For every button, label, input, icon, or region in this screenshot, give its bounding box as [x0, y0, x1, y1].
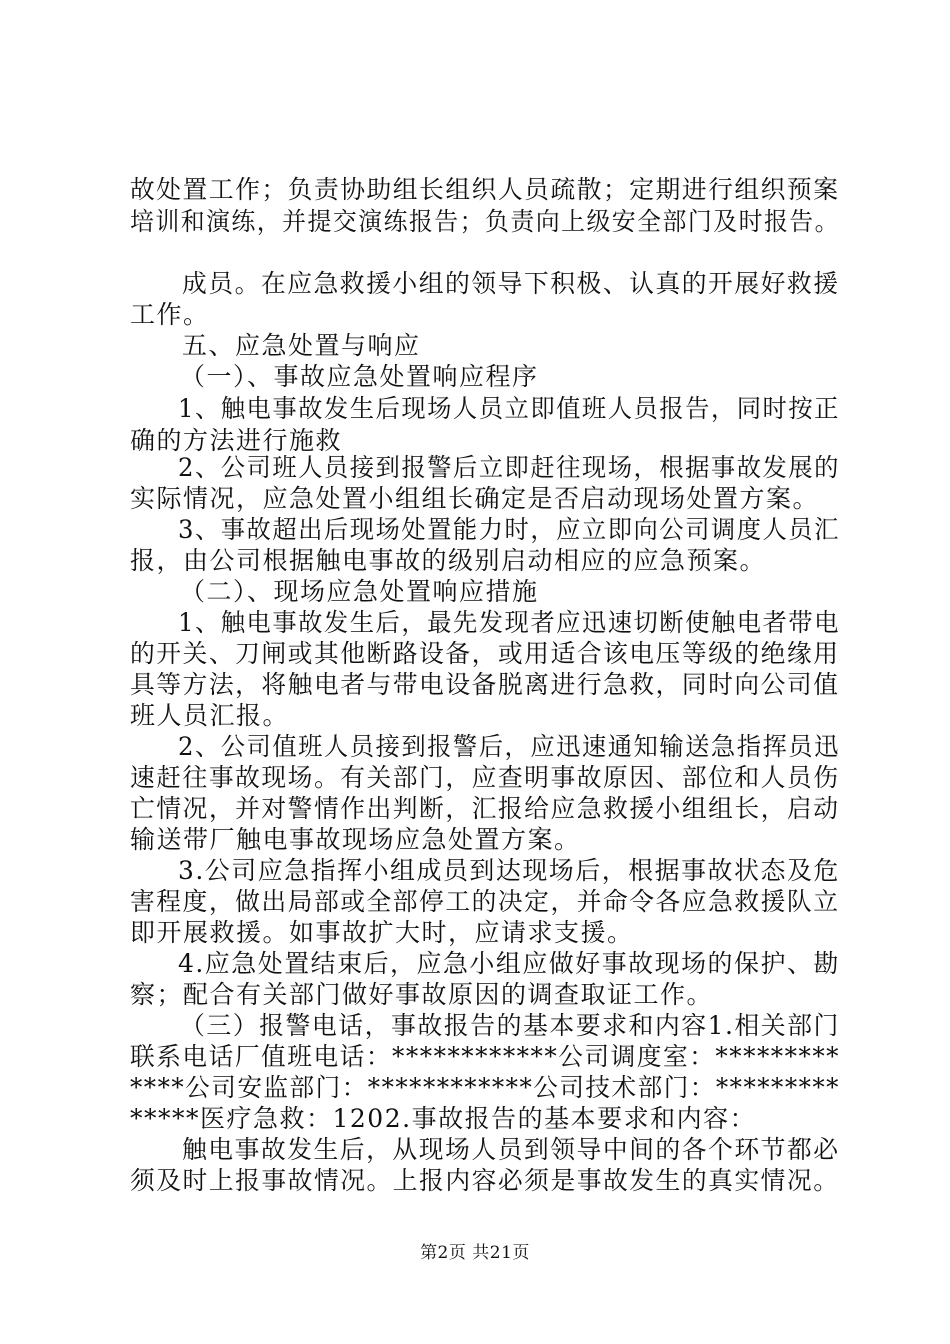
- text-line-14: 1、触电事故发生后，最先发现者应迅速切断使触电者带电: [178, 608, 840, 637]
- text-line-20: 亡情况，并对警情作出判断，汇报给应急救援小组组长，启动: [130, 794, 840, 823]
- text-line-8: 确的方法进行施救: [130, 426, 343, 455]
- text-line-28: 联系电话厂值班电话：************公司调度室：*********: [130, 1042, 841, 1071]
- text-line-29: ****公司安监部门：************公司技术部门：*********: [130, 1073, 840, 1102]
- text-line-1: 故处置工作；负责协助组长组织人员疏散；定期进行组织预案: [130, 175, 840, 204]
- text-line-10: 实际情况，应急处置小组组长确定是否启动现场处置方案。: [130, 484, 820, 513]
- text-line-31: 触电事故发生后，从现场人员到领导中间的各个环节都必: [182, 1135, 840, 1164]
- text-line-30: *****医疗急救：1202.事故报告的基本要求和内容：: [130, 1104, 757, 1133]
- page-footer: 第2页 共21页: [420, 1243, 530, 1263]
- subsection-heading-1: （一）、事故应急处置响应程序: [180, 362, 539, 391]
- text-line-24: 即开展救援。如事故扩大时，应请求支援。: [130, 918, 634, 947]
- text-line-7: 1、触电事故发生后现场人员立即值班人员报告，同时按正: [178, 394, 840, 423]
- text-line-15: 的开关、刀闸或其他断路设备，或用适合该电压等级的绝缘用: [130, 639, 840, 668]
- text-line-2: 培训和演练，并提交演练报告；负责向上级安全部门及时报告。: [130, 207, 841, 236]
- text-line-16: 具等方法，将触电者与带电设备脱离进行急救，同时向公司值: [130, 670, 840, 699]
- subsection-heading-2: （二）、现场应急处置响应措施: [180, 577, 539, 606]
- text-line-32: 须及时上报事故情况。上报内容必须是事故发生的真实情况。: [130, 1166, 840, 1195]
- text-line-9: 2、公司班人员接到报警后立即赶往现场，根据事故发展的: [178, 453, 840, 482]
- text-line-17: 班人员汇报。: [130, 701, 290, 730]
- subsection-heading-3: （三）报警电话，事故报告的基本要求和内容1.相关部门: [180, 1011, 840, 1040]
- text-line-22: 3.公司应急指挥小组成员到达现场后，根据事故状态及危: [178, 856, 840, 885]
- text-line-23: 害程度，做出局部或全部停工的决定，并命令各应急救援队立: [130, 887, 840, 916]
- text-line-4: 工作。: [130, 300, 210, 329]
- text-line-12: 报，由公司根据触电事故的级别启动相应的应急预案。: [130, 546, 767, 575]
- text-line-3: 成员。在应急救援小组的领导下积极、认真的开展好救援: [182, 269, 840, 298]
- text-line-19: 速赶往事故现场。有关部门，应查明事故原因、部位和人员伤: [130, 763, 840, 792]
- text-line-25: 4.应急处置结束后，应急小组应做好事故现场的保护、勘: [178, 949, 840, 978]
- text-line-26: 察；配合有关部门做好事故原因的调查取证工作。: [130, 980, 714, 1009]
- section-heading-5: 五、应急处置与响应: [182, 331, 421, 360]
- text-line-11: 3、事故超出后现场处置能力时，应立即向公司调度人员汇: [178, 515, 840, 544]
- text-line-21: 输送带厂触电事故现场应急处置方案。: [130, 825, 581, 854]
- text-line-18: 2、公司值班人员接到报警后，应迅速通知输送急指挥员迅: [178, 732, 840, 761]
